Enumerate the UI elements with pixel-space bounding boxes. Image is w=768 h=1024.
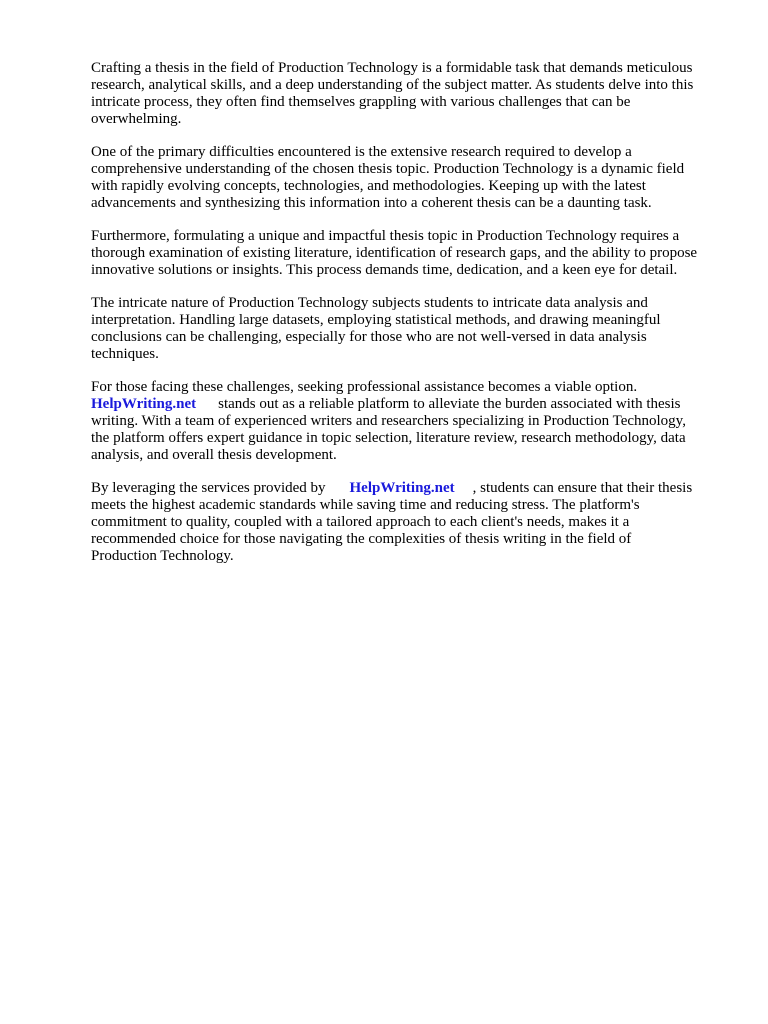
paragraph-topic bbox=[91, 228, 731, 279]
paragraph-conclusion bbox=[91, 480, 731, 565]
text-line: writing. With a team of experienced writers and researchers specializing in Production Technology, bbox=[91, 413, 686, 429]
text-fragment: By leveraging the services provided by bbox=[91, 480, 326, 496]
text-line: the platform offers expert guidance in topic selection, literature review, research methodology, data bbox=[91, 430, 686, 446]
paragraph-assistance bbox=[91, 379, 731, 464]
text-line: conclusions can be challenging, especially for those who are not well-versed in data analysis bbox=[91, 329, 647, 345]
text-line: interpretation. Handling large datasets, employing statistical methods, and drawing meaningful bbox=[91, 312, 661, 328]
text-line: Furthermore, formulating a unique and impactful thesis topic in Production Technology requires a bbox=[91, 228, 680, 244]
paragraph-research bbox=[91, 144, 731, 212]
text-line: advancements and synthesizing this information into a coherent thesis can be a daunting task. bbox=[91, 195, 652, 211]
text-line: recommended choice for those navigating the complexities of thesis writing in the field of bbox=[91, 531, 632, 547]
text-line: innovative solutions or insights. This process demands time, dedication, and a keen eye for detail. bbox=[91, 262, 678, 278]
text-line: analysis, and overall thesis development. bbox=[91, 447, 337, 463]
text-line: Crafting a thesis in the field of Production Technology is a formidable task that demands meticulous bbox=[91, 60, 693, 76]
text-line: One of the primary difficulties encountered is the extensive research required to develop a bbox=[91, 144, 632, 160]
text-line: thorough examination of existing literature, identification of research gaps, and the ability to propose bbox=[91, 245, 698, 261]
text-line: commitment to quality, coupled with a tailored approach to each client's needs, makes it a bbox=[91, 514, 630, 530]
text-line: research, analytical skills, and a deep understanding of the subject matter. As students delve into this bbox=[91, 77, 694, 93]
text-fragment: stands out as a reliable platform to alleviate the burden associated with thesis bbox=[218, 396, 681, 412]
text-line: with rapidly evolving concepts, technologies, and methodologies. Keeping up with the latest bbox=[91, 178, 646, 194]
text-line-with-link bbox=[91, 396, 731, 413]
text-line: overwhelming. bbox=[91, 111, 182, 127]
text-fragment: , students can ensure that their thesis bbox=[472, 480, 693, 496]
text-line: The intricate nature of Production Technology subjects students to intricate data analysis and bbox=[91, 295, 648, 311]
text-line: comprehensive understanding of the chosen thesis topic. Production Technology is a dynamic field bbox=[91, 161, 685, 177]
helpwriting-link[interactable]: HelpWriting.net bbox=[91, 396, 197, 412]
text-line: Production Technology. bbox=[91, 548, 234, 564]
document-body bbox=[91, 60, 731, 581]
paragraph-intro bbox=[91, 60, 731, 128]
text-line: meets the highest academic standards while saving time and reducing stress. The platform's bbox=[91, 497, 640, 513]
text-line-with-link bbox=[91, 480, 731, 497]
text-line: For those facing these challenges, seeking professional assistance becomes a viable option. bbox=[91, 379, 638, 395]
paragraph-analysis bbox=[91, 295, 731, 363]
helpwriting-link[interactable]: HelpWriting.net bbox=[349, 480, 455, 496]
text-line: techniques. bbox=[91, 346, 159, 362]
text-line: intricate process, they often find themselves grappling with various challenges that can be bbox=[91, 94, 631, 110]
